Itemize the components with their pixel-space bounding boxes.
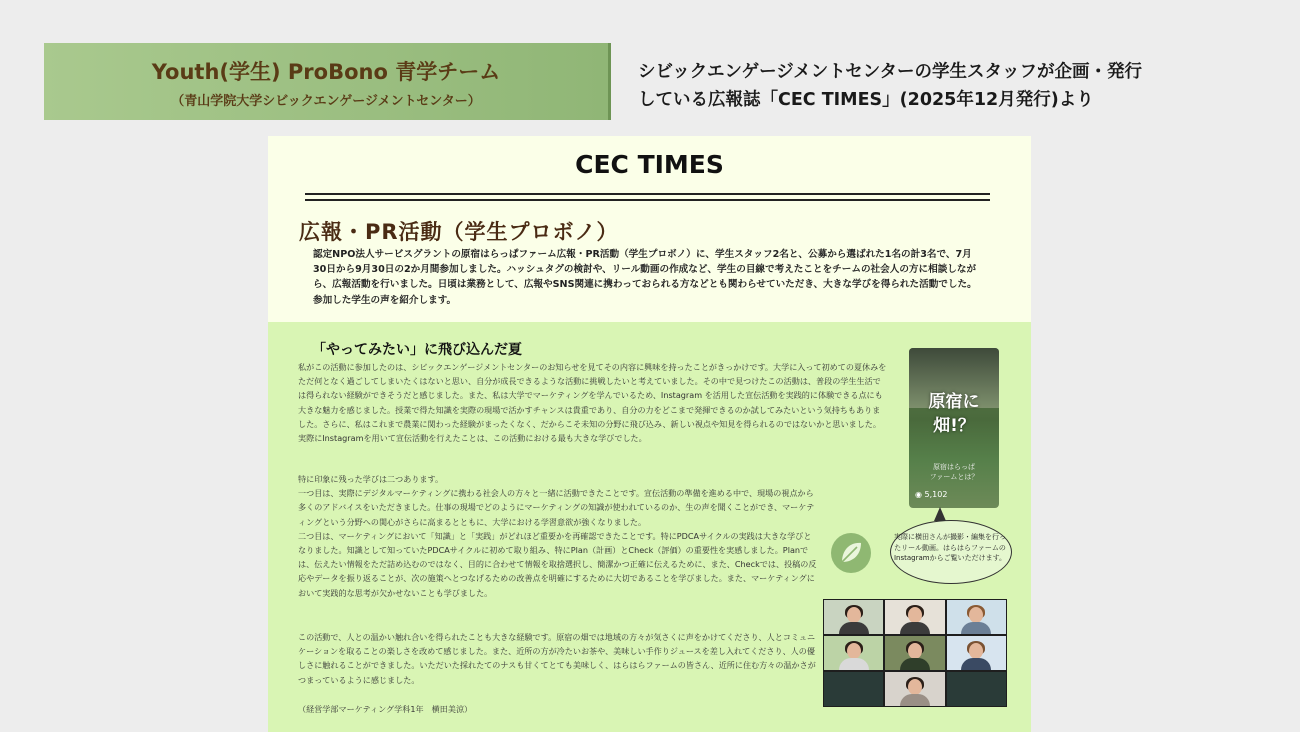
participant-tile	[885, 672, 944, 706]
intro-text	[638, 58, 1288, 114]
intro-line-2: している広報誌「CEC TIMES」(2025年12月発行)より	[638, 90, 1094, 110]
reel-subtitle-line-1: 原宿はらっぱ	[933, 463, 975, 471]
intro-line-1: シビックエンゲージメントセンターの学生スタッフが企画・発行	[638, 62, 1142, 82]
article-paragraph-2-second: 二つ目は、マーケティングにおいて「知識」と「実践」がどれほど重要かを再確認できたことです。特にPDCAサイクルの実践は大きな学びとなりました。知識として知っていたPDCAサイクルに初めて取り組み、特にPlan（計画）とCheck（評価）の重要性を実感しました。Planでは、伝えたい情報をただ詰め込むのではなく、目的に合わせて情報を取捨選択し、簡潔かつ正確に伝えるために、また、Checkでは、投稿の反応やデータを振り返ることが、次の施策へとつなげるための改善点を明確にするために大切であることを学びました。また、マーケティングにおいて実践的な思考が欠かせないことも学びました。	[298, 530, 817, 598]
reel-title-line-1: 原宿に	[928, 392, 980, 412]
participant-tile	[824, 636, 883, 670]
article-paragraph-2-lead: 特に印象に残った学びは二つあります。	[298, 474, 444, 484]
section-title: 広報・PR活動（学生プロボノ）	[299, 220, 619, 244]
participant-tile	[824, 600, 883, 634]
article-paragraph-2	[298, 472, 818, 600]
masthead-rule-top	[305, 193, 990, 195]
reel-views-value: 5,102	[924, 490, 948, 499]
participant-tile	[885, 600, 944, 634]
participant-tile	[947, 600, 1006, 634]
reel-thumbnail	[909, 348, 999, 508]
article-paragraph-3: この活動で、人との温かい触れ合いを得られたことも大きな経験です。原宿の畑では地域の方々が気さくに声をかけてくださり、人とコミュニケーションを取ることの楽しさを改めて感じました。また、近所の方が冷たいお茶や、美味しい手作りジュースを差し入れてくださり、人の優しさに触れることができました。いただいた採れたてのナスも甘くてとても美味しく、はらはらファームの皆さん、近所に住む方々の温かさがつまっているように感じました。	[298, 632, 816, 685]
reel-subtitle	[909, 462, 999, 482]
participant-tile	[885, 636, 944, 670]
speech-bubble-tail	[934, 507, 946, 521]
article-paragraph-1: 私がこの活動に参加したのは、シビックエンゲージメントセンターのお知らせを見てその内容に興味を持ったことがきっかけです。大学に入って初めての夏休みをただ何となく過ごしてしまいたくはないと思い、自分が成長できるような活動に挑戦したいと考えていました。その中で見つけたこの活動は、普段の学生生活では得られない経験ができそうだと感じました。また、私は大学でマーケティングを学んでいるため、Instagram を活用した宣伝活動を実践的に体験できる点にも大きな魅力を感じました。授業で得た知識を実際の現場で活かすチャンスは貴重であり、自分の力をどこまで発揮できるのか試してみたいという気持ちもありました。さらに、私はこれまで農業に関わった経験がまったくなく、だからこそ未知の分野に飛び込み、新しい視点や知見を得られるのではないかと思いました。実際にInstagramを用いて宣伝活動を行えたことは、この活動における最も大きな学びでした。	[298, 362, 887, 444]
empty-tile	[824, 672, 883, 706]
badge-title: Youth(学生) ProBono 青学チーム	[151, 60, 501, 84]
badge-subtitle: （青山学院大学シビックエンゲージメントセンター）	[171, 94, 481, 109]
article-paragraph-2-first: 一つ目は、実際にデジタルマーケティングに携わる社会人の方々と一緒に活動できたことです。宣伝活動の準備を進める中で、現場の視点から多くのアドバイスをいただきました。仕事の現場でどのようにマーケティングの知識が使われているのか、生の声を聞くことができ、マーケティングという分野への関心がさらに高まるとともに、大学における学習意欲が強くなりました。	[298, 488, 815, 527]
newsletter-page	[268, 136, 1031, 732]
reel-title-line-2: 畑!？	[933, 416, 975, 436]
eye-icon: ◉	[915, 490, 922, 499]
article-title: 「やってみたい」に飛び込んだ夏	[312, 342, 522, 358]
header-badge	[44, 43, 611, 120]
reel-title	[909, 390, 999, 438]
article-signature: （経営学部マーケティング学科1年 横田美涼）	[298, 704, 473, 714]
empty-tile	[947, 672, 1006, 706]
section-summary: 認定NPO法人サービスグラントの原宿はらっぱファーム広報・PR活動（学生プロボノ）に、学生スタッフ2名と、公募から選ばれた1名の計3名で、7月30日から9月30日の2か月間参加しました。ハッシュタグの検討や、リール動画の作成など、学生の目線で考えたことをチームの社会人の方に相談しながら、広報活動を行いました。日頃は業務として、広報やSNS関連に携わっておられる方などとも関わらせていただき、大きな学びを得られた活動でした。参加した学生の声を紹介します。	[313, 249, 977, 306]
video-call-screenshot	[823, 599, 1007, 707]
reel-subtitle-line-2: ファームとは？	[929, 473, 979, 481]
masthead: CEC TIMES	[575, 150, 724, 179]
speech-bubble-text: 実際に横田さんが撮影・編集を行ったリール動画。はらはらファームのInstagramからご覧いただけます。	[893, 533, 1007, 562]
participant-tile	[947, 636, 1006, 670]
reel-view-count	[915, 490, 947, 499]
masthead-rule-bottom	[305, 199, 990, 201]
leaf-icon	[830, 532, 872, 574]
